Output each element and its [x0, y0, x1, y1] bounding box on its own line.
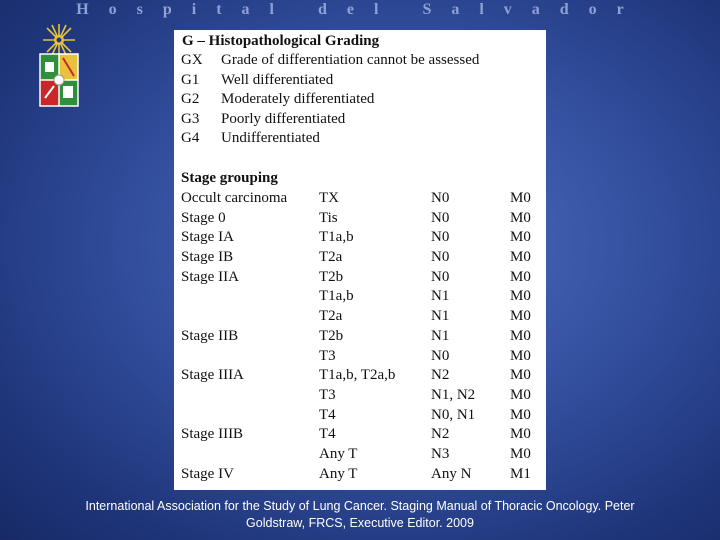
- citation-footer: [20, 498, 700, 532]
- table-row: [181, 366, 546, 386]
- t-cell: T1a,b, T2a,b: [319, 367, 396, 384]
- table-row: [181, 445, 546, 465]
- grade-description: Moderately differentiated: [221, 91, 375, 108]
- grade-code: G4: [181, 130, 200, 147]
- stage-cell: Occult carcinoma: [181, 190, 288, 206]
- table-row: [181, 228, 546, 248]
- t-cell: T1a,b: [319, 288, 354, 305]
- n-cell: N1, N2: [431, 386, 476, 403]
- table-row: [181, 307, 546, 327]
- t-cell: T3: [319, 386, 336, 403]
- stage-cell: Stage IV: [181, 465, 234, 482]
- m-cell: M0: [510, 426, 531, 443]
- stage-cell: Stage IIIA: [181, 367, 244, 384]
- grading-list: [181, 51, 479, 149]
- stage-cell: Stage IIB: [181, 327, 239, 344]
- table-row: [181, 425, 546, 445]
- grading-title: G – Histopathological Grading: [182, 33, 380, 49]
- grading-row: [181, 129, 479, 149]
- n-cell: N0: [431, 347, 450, 364]
- n-cell: N0: [431, 249, 450, 266]
- t-cell: T1a,b: [319, 229, 354, 246]
- t-cell: Tis: [319, 209, 338, 226]
- grade-description: Well differentiated: [221, 71, 334, 88]
- n-cell: N2: [431, 367, 450, 384]
- n-cell: N3: [431, 445, 450, 462]
- stage-grouping-title: Stage grouping: [181, 170, 278, 186]
- m-cell: M0: [510, 386, 531, 403]
- stage-cell: Stage IIIB: [181, 426, 244, 443]
- grade-description: Poorly differentiated: [221, 110, 346, 127]
- n-cell: N0: [431, 268, 450, 285]
- table-row: [181, 268, 546, 288]
- t-cell: T2a: [319, 249, 343, 266]
- t-cell: T3: [319, 347, 336, 364]
- t-cell: T4: [319, 406, 336, 423]
- table-row: [181, 287, 546, 307]
- m-cell: M0: [510, 268, 531, 285]
- m-cell: M0: [510, 406, 531, 423]
- citation-line-1: International Association for the Study of Lung Cancer. Staging Manual of Thoracic Oncology. Peter: [85, 499, 635, 513]
- stage-cell: Stage IA: [181, 229, 234, 246]
- n-cell: N1: [431, 327, 450, 344]
- stage-cell: Stage IIA: [181, 268, 239, 285]
- m-cell: M1: [510, 465, 531, 482]
- grade-code: GX: [181, 52, 203, 68]
- m-cell: M0: [510, 445, 531, 462]
- table-row: [181, 347, 546, 367]
- grade-code: G1: [181, 71, 200, 88]
- m-cell: M0: [510, 347, 531, 364]
- grade-code: G2: [181, 91, 200, 108]
- grading-row: [181, 110, 479, 130]
- table-row: [181, 209, 546, 229]
- n-cell: N0: [431, 209, 450, 226]
- m-cell: M0: [510, 249, 531, 266]
- t-cell: Any T: [319, 445, 358, 462]
- grade-code: G3: [181, 110, 200, 127]
- n-cell: N0, N1: [431, 406, 476, 423]
- m-cell: M0: [510, 209, 531, 226]
- n-cell: N0: [431, 190, 450, 206]
- t-cell: T4: [319, 426, 336, 443]
- n-cell: N1: [431, 308, 450, 325]
- table-row: [181, 386, 546, 406]
- n-cell: Any N: [431, 465, 472, 482]
- grade-description: Grade of differentiation cannot be assessed: [221, 52, 480, 68]
- n-cell: N1: [431, 288, 450, 305]
- m-cell: M0: [510, 190, 531, 206]
- table-row: [181, 406, 546, 426]
- staging-table-panel: [174, 30, 546, 490]
- m-cell: M0: [510, 327, 531, 344]
- stage-cell: Stage 0: [181, 209, 226, 226]
- slide-header: Hospital del Salvador: [76, 1, 644, 18]
- table-row: [181, 465, 546, 485]
- n-cell: N0: [431, 229, 450, 246]
- table-row: [181, 189, 546, 209]
- t-cell: T2b: [319, 327, 344, 344]
- table-row: [181, 248, 546, 268]
- t-cell: T2b: [319, 268, 344, 285]
- t-cell: Any T: [319, 465, 358, 482]
- t-cell: TX: [319, 190, 339, 206]
- university-crest-icon: [36, 22, 82, 110]
- grading-row: [181, 90, 479, 110]
- grading-row: [181, 51, 479, 71]
- grade-description: Undifferentiated: [221, 130, 320, 147]
- m-cell: M0: [510, 367, 531, 384]
- t-cell: T2a: [319, 308, 343, 325]
- n-cell: N2: [431, 426, 450, 443]
- stage-grouping-table: [181, 189, 546, 484]
- stage-cell: Stage IB: [181, 249, 234, 266]
- table-row: [181, 327, 546, 347]
- citation-line-2: Goldstraw, FRCS, Executive Editor. 2009: [246, 516, 474, 530]
- grading-row: [181, 71, 479, 91]
- m-cell: M0: [510, 229, 531, 246]
- m-cell: M0: [510, 308, 531, 325]
- m-cell: M0: [510, 288, 531, 305]
